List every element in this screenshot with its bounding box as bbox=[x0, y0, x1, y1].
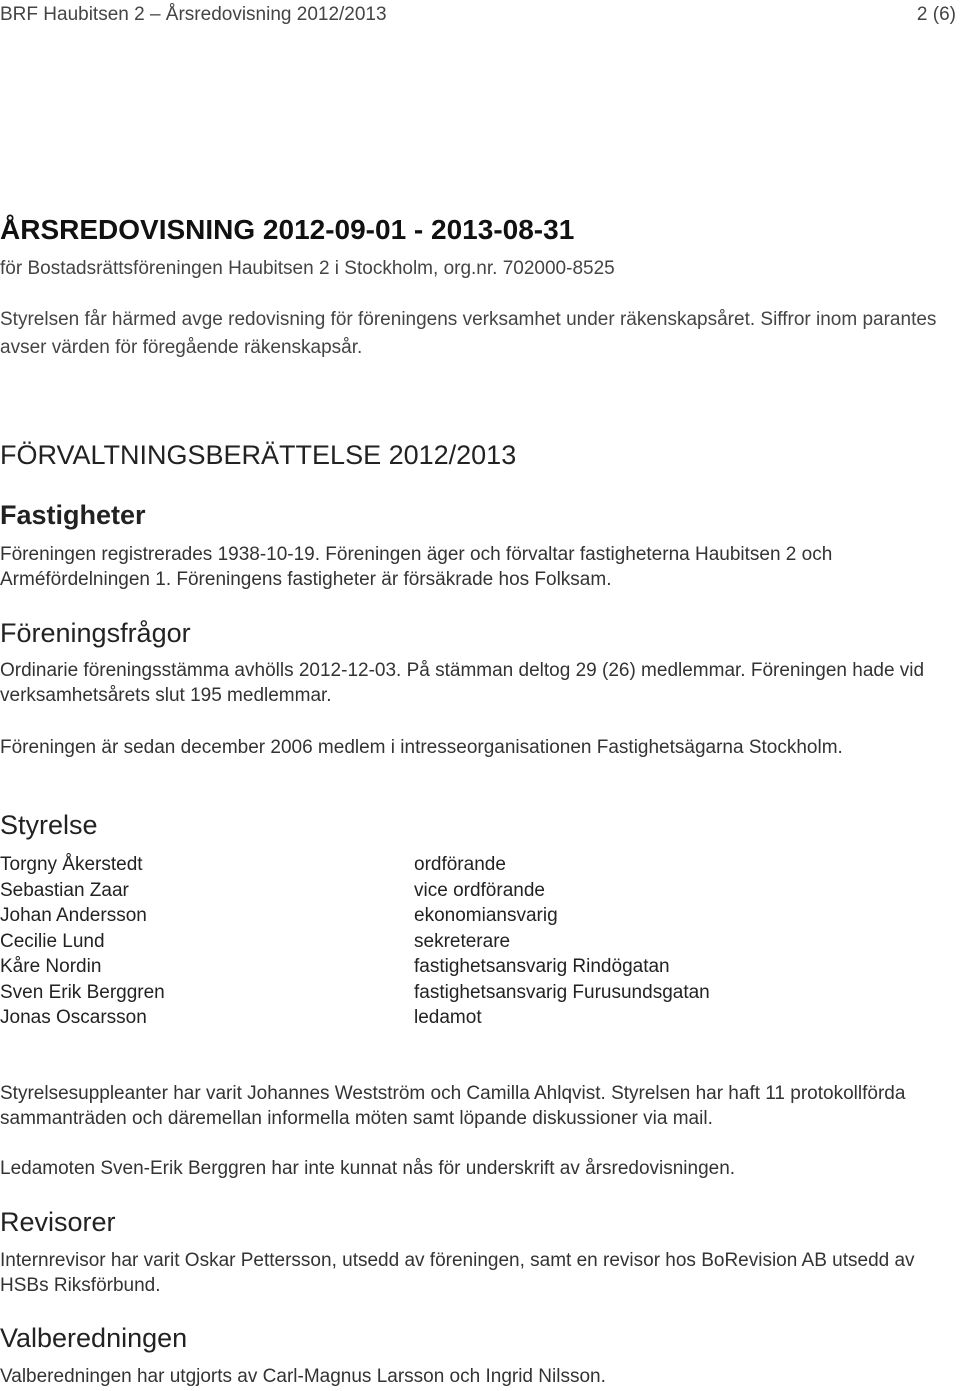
board-member-role: vice ordförande bbox=[414, 879, 545, 901]
board-member-row bbox=[0, 852, 900, 878]
board-member-name: Sven Erik Berggren bbox=[0, 981, 165, 1003]
styrelse-heading: Styrelse bbox=[0, 810, 98, 840]
board-member-name: Torgny Åkerstedt bbox=[0, 854, 143, 875]
board-member-name: Johan Andersson bbox=[0, 905, 147, 926]
board-member-name: Sebastian Zaar bbox=[0, 879, 129, 901]
board-member-row bbox=[0, 929, 900, 955]
board-member-role: fastighetsansvarig Rindögatan bbox=[414, 956, 670, 977]
valberedningen-heading: Valberedningen bbox=[0, 1323, 188, 1353]
revisorer-heading: Revisorer bbox=[0, 1207, 116, 1237]
styrelse-text-1: Styrelsesuppleanter har varit Johannes Westström och Camilla Ahlqvist. Styrelsen har haft 11 protokollförda sammanträden och däremellan informella möten samt löpande diskussioner via mail. bbox=[0, 1083, 906, 1129]
board-member-name: Kåre Nordin bbox=[0, 956, 102, 977]
fastigheter-text: Föreningen registrerades 1938-10-19. Föreningen äger och förvaltar fastigheterna Haubitsen 2 och Arméfördelningen 1. Föreningens fastigheter är försäkrade hos Folksam. bbox=[0, 544, 833, 590]
board-member-role: fastighetsansvarig Furusundsgatan bbox=[414, 981, 710, 1003]
board-member-name: Jonas Oscarsson bbox=[0, 1007, 147, 1028]
valberedningen-text: Valberedningen har utgjorts av Carl-Magnus Larsson och Ingrid Nilsson. bbox=[0, 1366, 606, 1387]
board-member-row bbox=[0, 954, 900, 980]
foreningsfragor-heading: Föreningsfrågor bbox=[0, 618, 191, 648]
header-title: BRF Haubitsen 2 – Årsredovisning 2012/2013 bbox=[0, 4, 387, 25]
styrelse-text-2: Ledamoten Sven-Erik Berggren har inte kunnat nås för underskrift av årsredovisningen. bbox=[0, 1158, 736, 1179]
board-member-row bbox=[0, 903, 900, 929]
board-member-row bbox=[0, 878, 900, 904]
board-member-row bbox=[0, 980, 900, 1006]
board-member-role: ekonomiansvarig bbox=[414, 905, 558, 926]
foreningsfragor-text-2: Föreningen är sedan december 2006 medlem i intresseorganisationen Fastighetsägarna Stockholm. bbox=[0, 737, 843, 758]
foreningsfragor-text-1: Ordinarie föreningsstämma avhölls 2012-12-03. På stämman deltog 29 (26) medlemmar. Föreningen hade vid verksamhetsårets slut 195 medlemmar. bbox=[0, 660, 925, 706]
revisorer-text: Internrevisor har varit Oskar Pettersson, utsedd av föreningen, samt en revisor hos BoRevision AB utsedd av HSBs Riksförbund. bbox=[0, 1250, 915, 1296]
document-subtitle: för Bostadsrättsföreningen Haubitsen 2 i Stockholm, org.nr. 702000-8525 bbox=[0, 258, 615, 279]
intro-paragraph: Styrelsen får härmed avge redovisning för föreningens verksamhet under räkenskapsåret. Siffror inom parantes avser värden för föregående räkenskapsår. bbox=[0, 309, 937, 358]
page-number: 2 (6) bbox=[916, 4, 956, 25]
board-member-role: ledamot bbox=[414, 1007, 482, 1028]
fastigheter-heading: Fastigheter bbox=[0, 500, 146, 530]
board-member-row bbox=[0, 1005, 900, 1031]
board-member-role: ordförande bbox=[414, 854, 506, 875]
board-member-name: Cecilie Lund bbox=[0, 930, 105, 952]
board-member-role: sekreterare bbox=[414, 930, 511, 952]
report-title: FÖRVALTNINGSBERÄTTELSE 2012/2013 bbox=[0, 440, 517, 470]
board-member-list bbox=[0, 852, 900, 1031]
document-title: ÅRSREDOVISNING 2012-09-01 - 2013-08-31 bbox=[0, 214, 575, 245]
